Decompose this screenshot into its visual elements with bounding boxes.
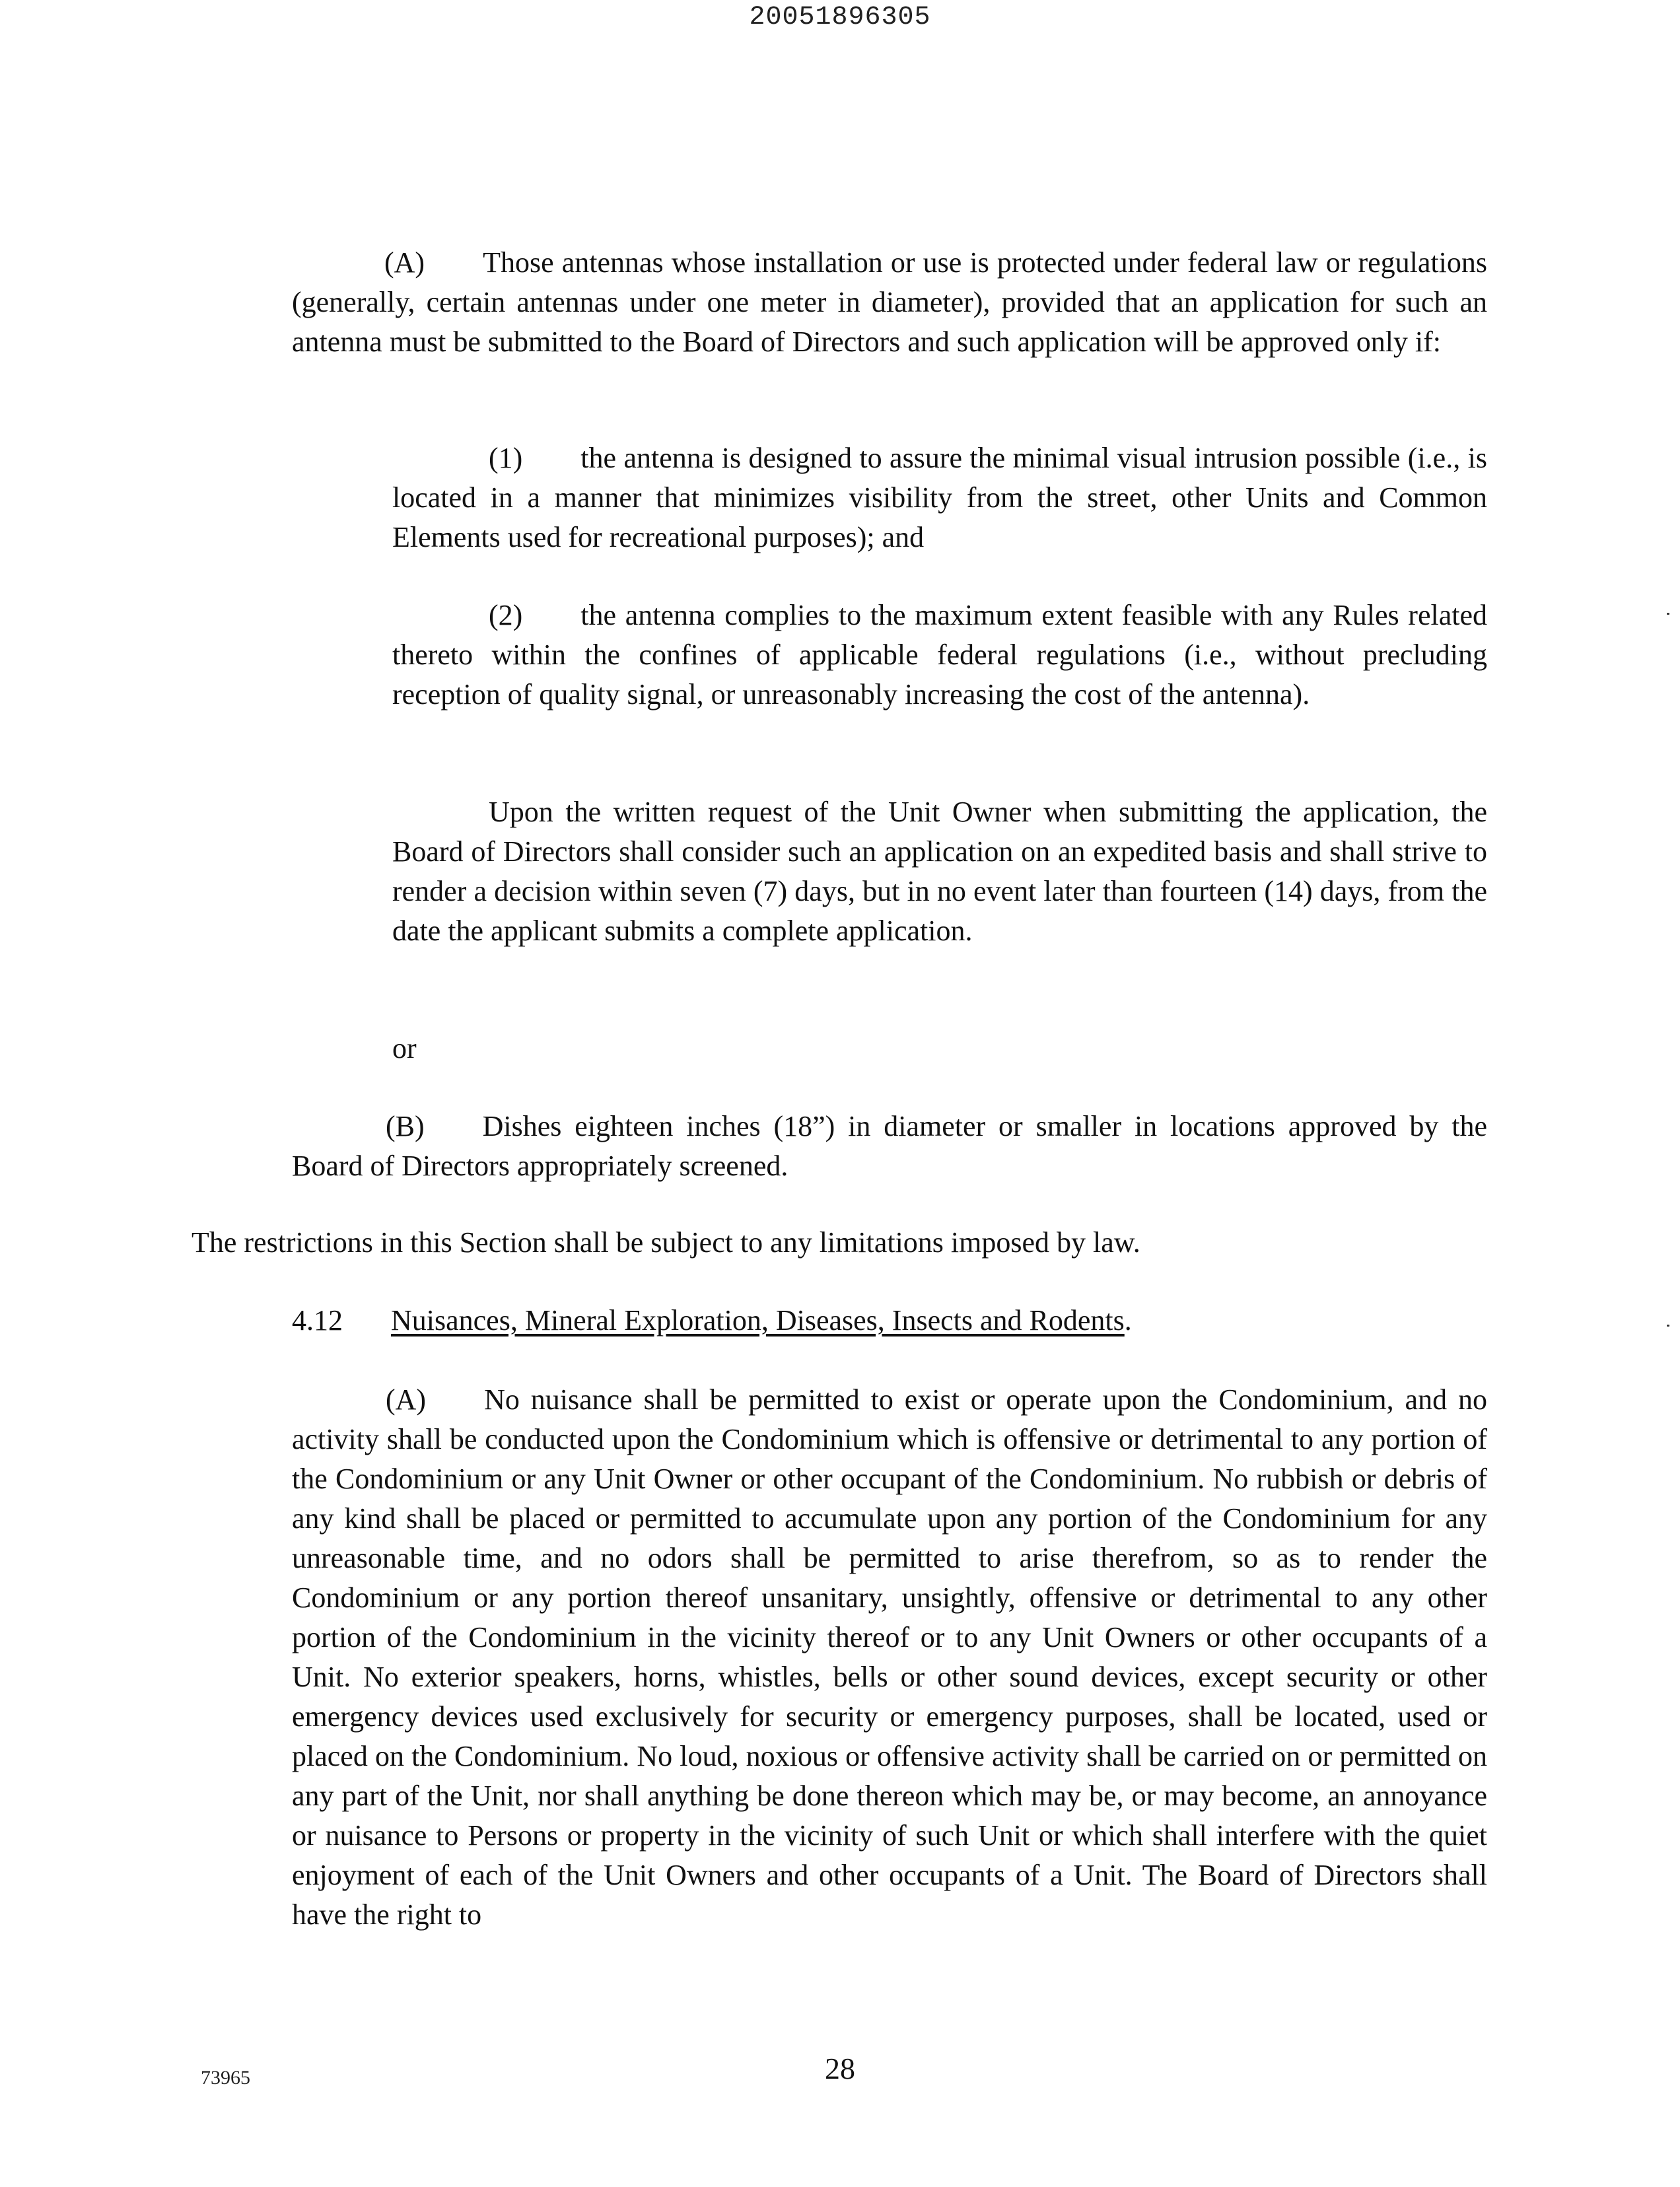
paragraph-restrictions: The restrictions in this Section shall be subject to any limitations imposed by law. [192,1226,1140,1259]
section-title: Nuisances, Mineral Exploration, Diseases, Insects and Rodents [391,1304,1125,1336]
paragraph-antenna-a: (A) Those antennas whose installation or use is protected under federal law or regulations (generally, certain antennas under one meter in diameter), provided that an application for such an antenna must be submitted to the Board of Directors and such application will be approved only if: [292,246,1487,358]
section-number: 4.12 [292,1304,343,1336]
footer-doc-number: 73965 [201,2067,250,2089]
section-heading-4-12 [292,1301,1487,1340]
document-id-stamp: 20051896305 [749,3,931,32]
paragraph-dishes-b: (B) Dishes eighteen inches (18”) in diameter or smaller in locations approved by the Board of Directors appropriately screened. [292,1110,1487,1182]
section-title-period: . [1124,1304,1132,1336]
scan-speck [1667,613,1669,615]
paragraph-antenna-condition-1: (1) the antenna is designed to assure the minimal visual intrusion possible (i.e., is located in a manner that minimizes visibility from the street, other Units and Common Elements used for recreational purposes); and [392,442,1487,553]
paragraph-or: or [392,1032,417,1064]
paragraph-nuisance-a: (A) No nuisance shall be permitted to exist or operate upon the Condominium, and no activity shall be conducted upon the Condominium which is offensive or detrimental to any portion of the Condominium or any Unit Owner or other occupant of the Condominium. No rubbish or debris of any kind shall be placed or permitted to accumulate upon any portion of the Condominium for any unreasonable time, and no odors shall be permitted to arise therefrom, so as to render the Condominium or any portion thereof unsanitary, unsightly, offensive or detrimental to any other portion of the Condominium in the vicinity thereof or to any Unit Owners or other occupants of a Unit. No exterior speakers, horns, whistles, bells or other sound devices, except security or other emergency devices used exclusively for security or emergency purposes, shall be located, used or placed on the Condominium. No loud, noxious or offensive activity shall be carried on or permitted on any part of the Unit, nor shall anything be done thereon which may be, or may become, an annoyance or nuisance to Persons or property in the vicinity of such Unit or which shall interfere with the quiet enjoyment of each of the Unit Owners and other occupants of a Unit. The Board of Directors shall have the right to [292,1383,1487,1931]
paragraph-expedited-request: Upon the written request of the Unit Owner when submitting the application, the Board of Directors shall consider such an application on an expedited basis and shall strive to render a decision within seven (7) days, but in no event later than fourteen (14) days, from the date the applicant submits a complete application. [392,796,1487,947]
scan-speck [1667,1325,1669,1327]
footer-page-number: 28 [825,2052,855,2085]
paragraph-antenna-condition-2: (2) the antenna complies to the maximum extent feasible with any Rules related thereto within the confines of applicable federal regulations (i.e., without precluding reception of quality signal, or unreasonably increasing the cost of the antenna). [392,599,1487,711]
